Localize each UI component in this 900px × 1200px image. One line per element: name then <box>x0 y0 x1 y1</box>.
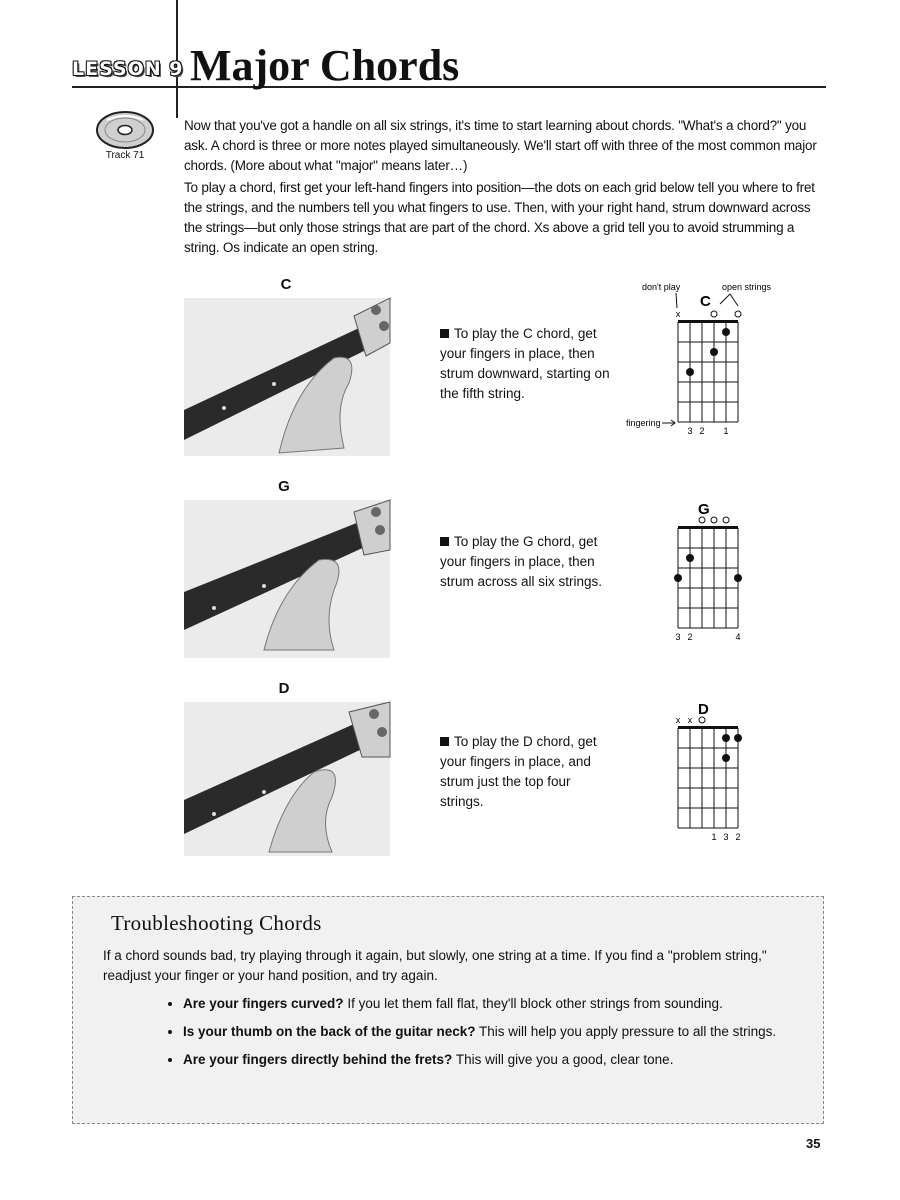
finger-dot <box>686 368 694 376</box>
chord-g-photo <box>184 500 390 658</box>
chord-d-description: To play the D chord, get your fingers in place, and strum just the top four strings. <box>440 734 597 809</box>
chord-d-photo <box>184 702 390 856</box>
finger-number: 1 <box>711 832 717 842</box>
finger-number: 3 <box>675 632 681 642</box>
nut <box>678 526 738 529</box>
tip-item: • Are your fingers curved? If you let them fall flat, they'll block other strings from sounding. <box>183 994 793 1014</box>
finger-number: 2 <box>735 832 741 842</box>
diagram-title-d: D <box>698 701 709 718</box>
finger-dot <box>722 328 730 336</box>
intro-paragraph-2: To play a chord, first get your left-hand fingers into position—the dots on each grid below tell you where to fret the strings, and the numbers tell you what fingers to use. Then, with your right hand, strum downward across the strings—but only those strings that are part of the chord. Xs above a grid tell you to avoid strumming a string. Os indicate an open string. <box>184 180 815 255</box>
chord-grid <box>674 517 742 642</box>
open-string-marker <box>735 311 741 317</box>
chord-g-label: G <box>278 478 290 495</box>
chord-c-label: C <box>280 276 292 293</box>
nut <box>678 726 738 729</box>
finger-dot <box>722 754 730 762</box>
track-label: Track 71 <box>105 150 145 161</box>
muted-string-marker: x <box>687 715 693 725</box>
tip-item: • Is your thumb on the back of the guitar neck? This will help you apply pressure to all the strings. <box>183 1022 793 1042</box>
finger-number: 4 <box>735 632 741 642</box>
page-number: 35 <box>806 1136 821 1151</box>
open-strings-arrow <box>720 294 738 306</box>
open-string-marker <box>711 311 717 317</box>
chord-g-diagram <box>620 498 790 642</box>
diagram-title-g: G <box>698 501 710 518</box>
finger-dot <box>674 574 682 582</box>
dont-play-label: don't play <box>642 282 681 292</box>
troubleshooting-tips <box>103 994 793 1070</box>
chord-c-photo <box>184 298 390 456</box>
muted-string-marker: x <box>675 715 681 725</box>
bullet-square <box>440 537 449 546</box>
fingering-label: fingering <box>626 418 661 428</box>
muted-string-marker: x <box>675 309 681 319</box>
fingering-arrow <box>662 420 675 426</box>
finger-dot <box>734 734 742 742</box>
finger-number: 1 <box>723 426 729 436</box>
dont-play-arrow <box>676 293 677 308</box>
troubleshooting-intro: If a chord sounds bad, try playing through it again, but slowly, one string at a time. If you find a "problem string," readjust your finger or your hand position, and try again. <box>103 948 767 983</box>
chord-g-description: To play the G chord, get your fingers in place, then strum across all six strings. <box>440 534 603 589</box>
chord-d-diagram <box>620 698 790 842</box>
diagram-title-c: C <box>700 293 711 310</box>
finger-number: 3 <box>723 832 729 842</box>
finger-dot <box>734 574 742 582</box>
chord-grid <box>676 309 741 436</box>
intro-paragraph-1: Now that you've got a handle on all six strings, it's time to start learning about chords. "What's a chord?" you ask. A chord is three or more notes played simultaneously. We'll start off with three of the most common major chords. (More about what "major" means later…) <box>184 118 817 173</box>
cd-icon <box>95 110 155 150</box>
chord-c-diagram <box>620 278 790 436</box>
open-strings-label: open strings <box>722 282 772 292</box>
finger-number: 2 <box>699 426 705 436</box>
finger-dot <box>722 734 730 742</box>
chord-grid <box>676 715 742 842</box>
nut <box>678 320 738 323</box>
finger-dot <box>686 554 694 562</box>
finger-dot <box>710 348 718 356</box>
open-string-marker <box>723 517 729 523</box>
finger-number: 3 <box>687 426 693 436</box>
troubleshooting-box <box>72 896 824 1124</box>
finger-number: 2 <box>687 632 693 642</box>
lesson-tag: LESSON 9 <box>72 58 184 80</box>
chord-d-label: D <box>278 680 290 697</box>
chord-c-description: To play the C chord, get your fingers in place, then strum downward, starting on the fifth string. <box>440 326 610 401</box>
open-string-marker <box>711 517 717 523</box>
bullet-square <box>440 737 449 746</box>
troubleshooting-title: Troubleshooting Chords <box>111 911 322 935</box>
tip-item: • Are your fingers directly behind the frets? This will give you a good, clear tone. <box>183 1050 793 1070</box>
bullet-square <box>440 329 449 338</box>
page-title: Major Chords <box>190 41 460 90</box>
